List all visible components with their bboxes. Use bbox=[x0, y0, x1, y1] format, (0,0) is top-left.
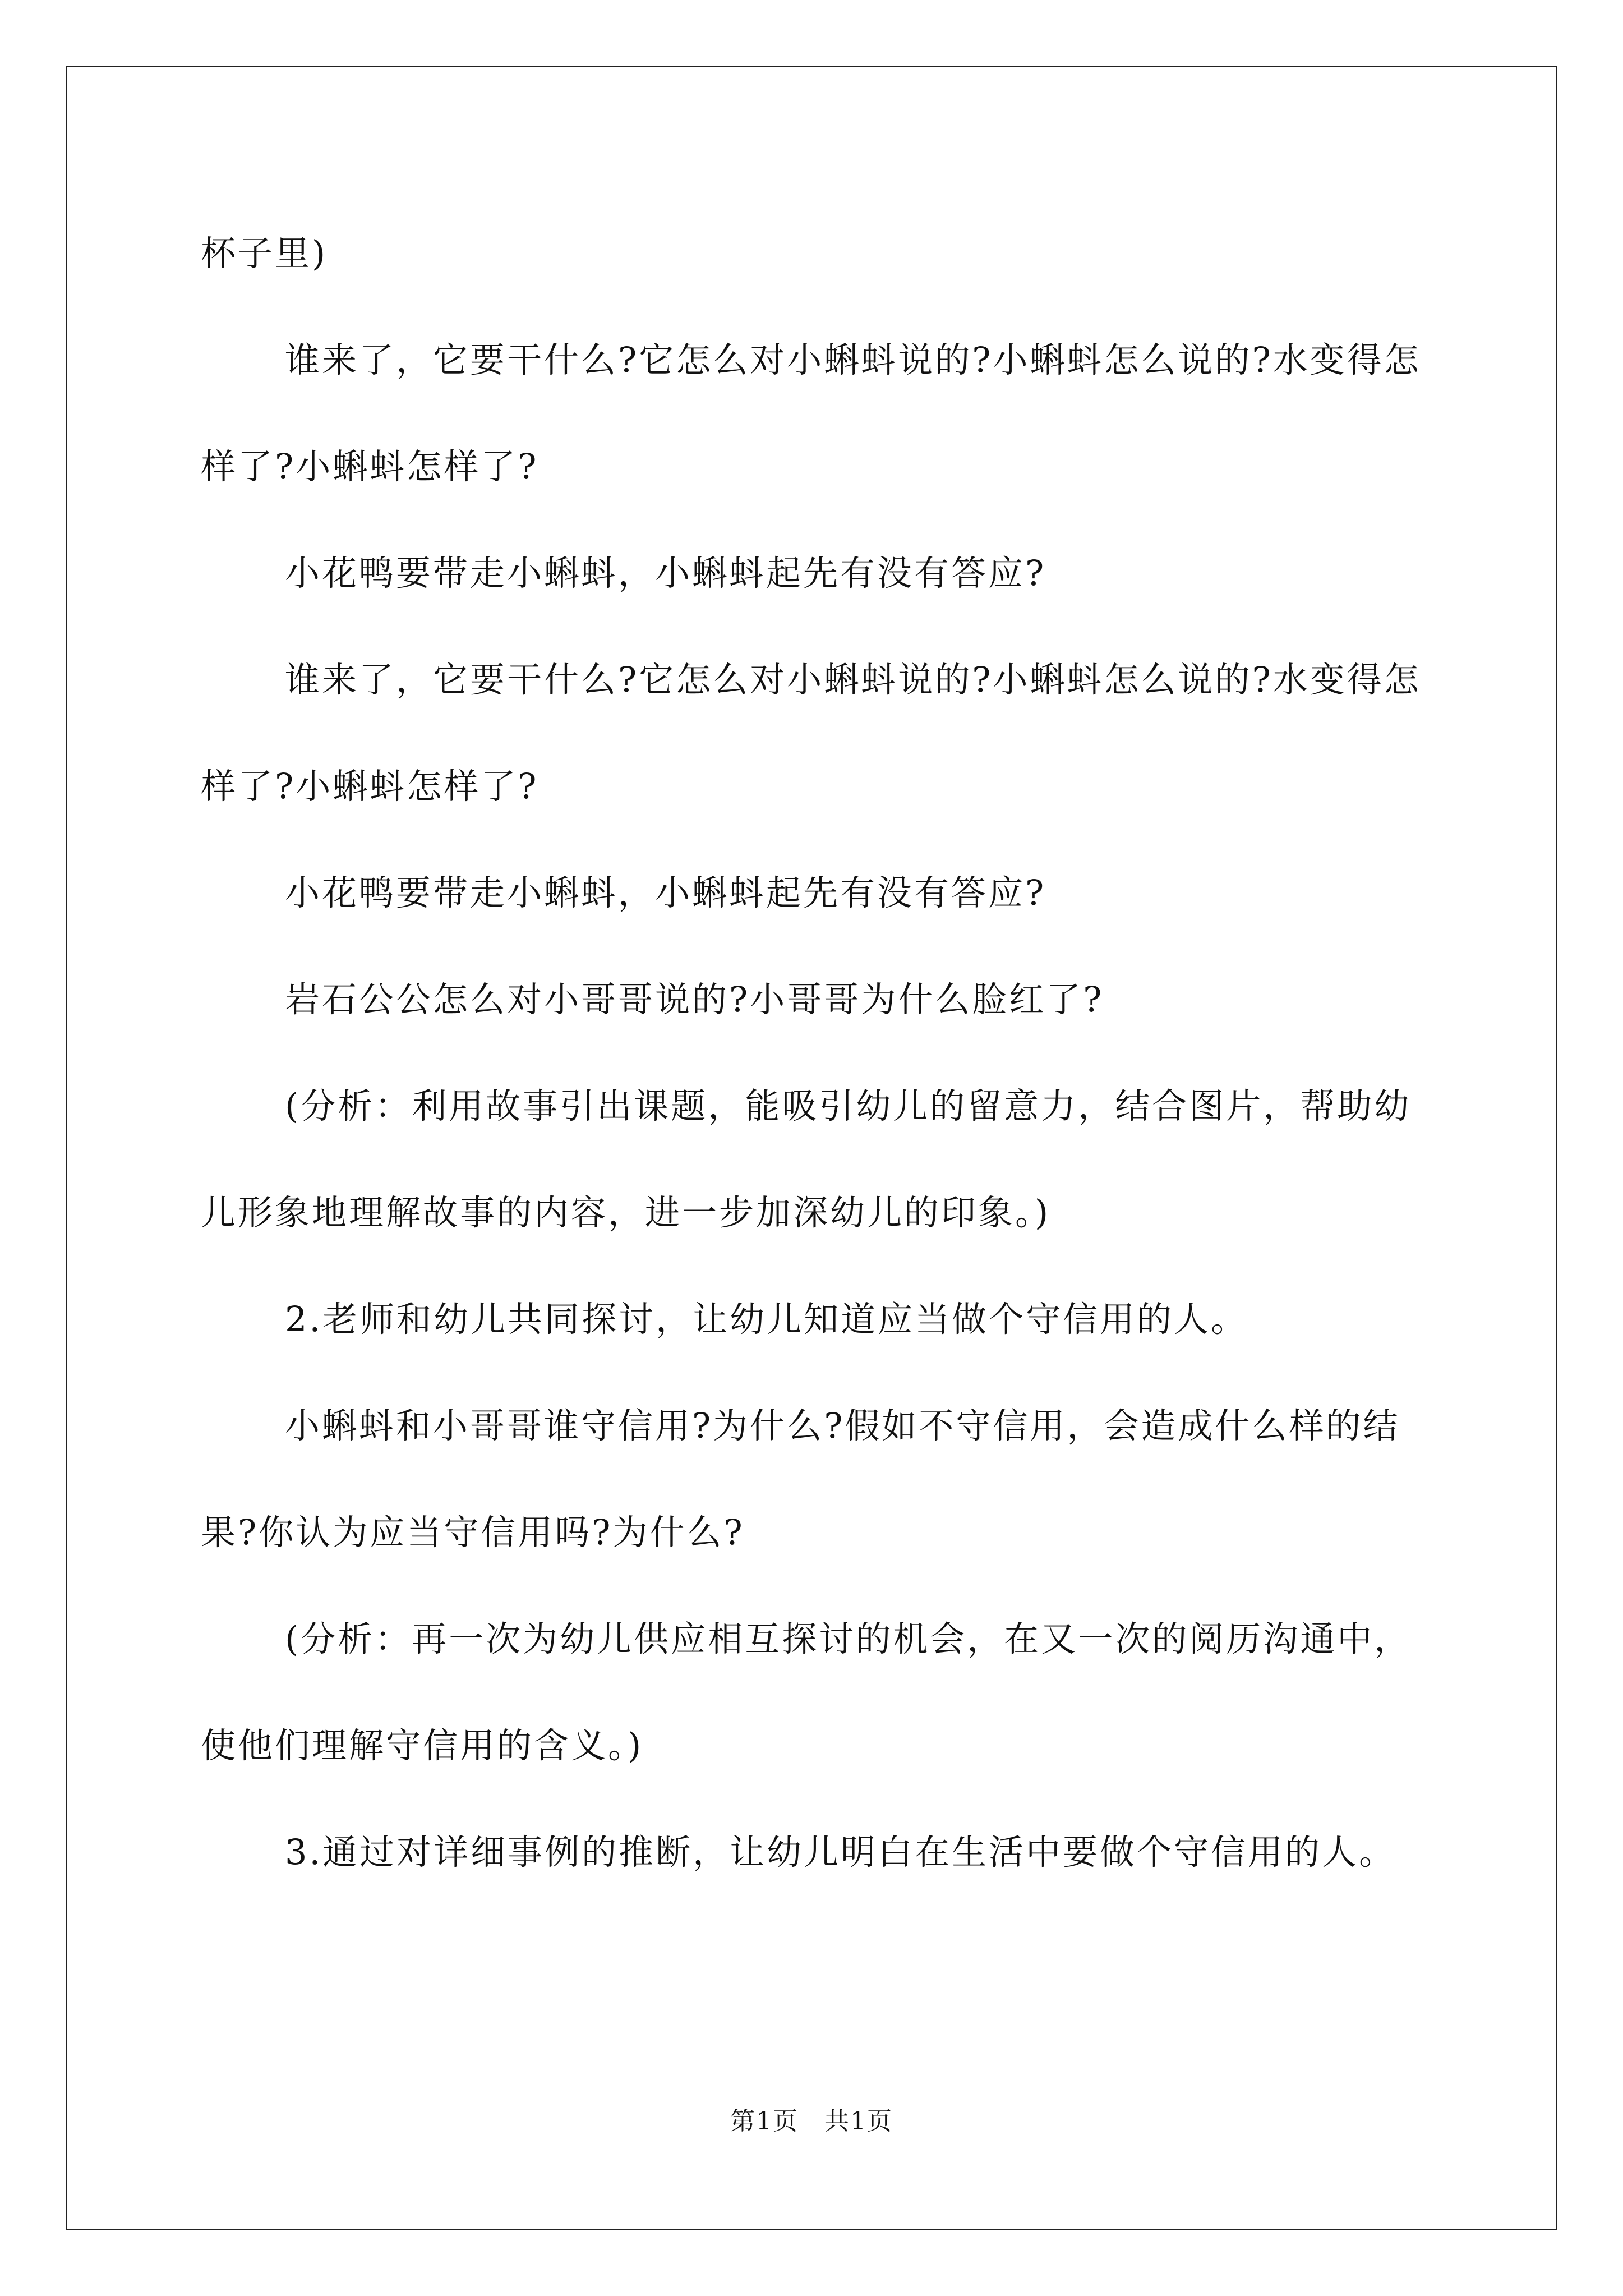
paragraph-analysis-2: (分析：再一次为幼儿供应相互探讨的机会，在又一次的阅历沟通中，使他们理解守信用的含义。) bbox=[201, 1618, 1412, 1766]
paragraph-continuation: 杯子里) bbox=[201, 233, 328, 274]
paragraph-step-2: 2.老师和幼儿共同探讨，让幼儿知道应当做个守信用的人。 bbox=[285, 1299, 1248, 1340]
paragraph-question-6: 小蝌蚪和小哥哥谁守信用?为什么?假如不守信用，会造成什么样的结果?你认为应当守信用吗?为什么? bbox=[201, 1405, 1400, 1553]
paragraph-question-1: 谁来了，它要干什么?它怎么对小蝌蚪说的?小蝌蚪怎么说的?水变得怎样了?小蝌蚪怎样了? bbox=[201, 339, 1421, 487]
paragraph-question-3: 谁来了，它要干什么?它怎么对小蝌蚪说的?小蝌蚪怎么说的?水变得怎样了?小蝌蚪怎样了? bbox=[201, 659, 1421, 807]
paragraph-analysis-1: (分析：利用故事引出课题，能吸引幼儿的留意力，结合图片，帮助幼儿形象地理解故事的内容，进一步加深幼儿的印象。) bbox=[201, 1085, 1412, 1233]
paragraph-question-4: 小花鸭要带走小蝌蚪，小蝌蚪起先有没有答应? bbox=[285, 872, 1046, 913]
paragraph-step-3: 3.通过对详细事例的推断，让幼儿明白在生活中要做个守信用的人。 bbox=[285, 1832, 1396, 1872]
paragraph-question-5: 岩石公公怎么对小哥哥说的?小哥哥为什么脸红了? bbox=[285, 979, 1104, 1020]
page-footer: 第1页 共1页 bbox=[730, 2107, 893, 2136]
paragraph-question-2: 小花鸭要带走小蝌蚪，小蝌蚪起先有没有答应? bbox=[285, 553, 1046, 593]
